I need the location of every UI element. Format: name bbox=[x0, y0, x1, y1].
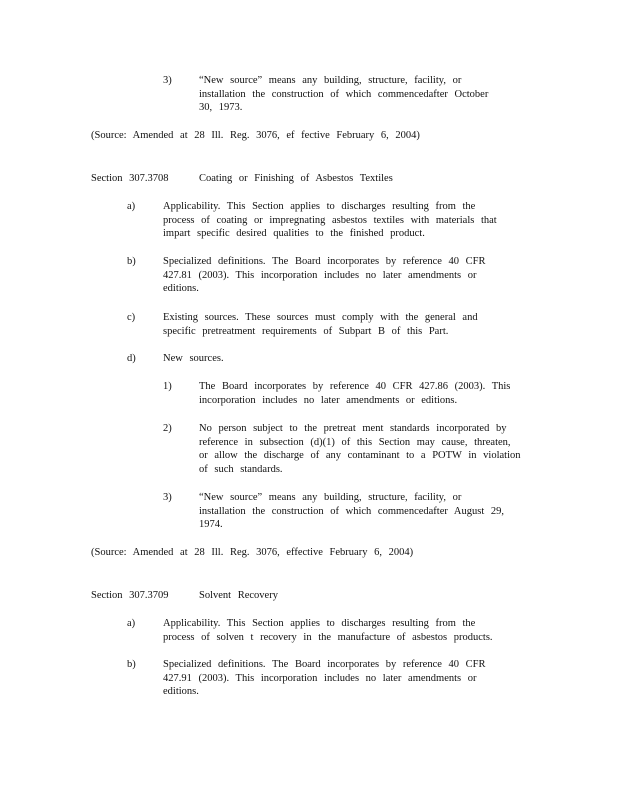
item-label: b) bbox=[127, 659, 136, 670]
item-label: a) bbox=[127, 618, 136, 629]
source-note: (Source: Amended at 28 Ill. Reg. 3076, effective February 6, 2004) bbox=[91, 547, 414, 558]
item-label: b) bbox=[127, 256, 136, 267]
subitem-text: “New source” means any building, structure, facility, or installation the construction of which commencedafter August 29, 1974. bbox=[199, 492, 505, 530]
subitem-text: “New source” means any building, structure, facility, or installation the construction of which commencedafter October 30, 1973. bbox=[199, 75, 489, 113]
item-text: Specialized definitions. The Board incorporates by reference 40 CFR 427.81 (2003). This incorporation includes no later amendments or editions. bbox=[163, 256, 486, 294]
subitem-text: No person subject to the pretreat ment standards incorporated by reference in subsection (d)(1) of this Section may cause, threaten, or allow the discharge of any contaminant to a POTW in violation of such standards. bbox=[199, 423, 521, 475]
subitem-text: The Board incorporates by reference 40 CFR 427.86 (2003). This incorporation includes no later amendments or editions. bbox=[199, 381, 511, 406]
item-text: Applicability. This Section applies to discharges resulting from the process of solven t recovery in the manufacture of asbestos products. bbox=[163, 618, 493, 643]
item-text: New sources. bbox=[163, 353, 224, 364]
subitem-label: 2) bbox=[163, 423, 172, 434]
item-text: Existing sources. These sources must comply with the general and specific pretreatment requirements of Subpart B of this Part. bbox=[163, 312, 478, 337]
section-title: Solvent Recovery bbox=[199, 590, 278, 601]
section-number: Section 307.3709 bbox=[91, 590, 169, 601]
source-note: (Source: Amended at 28 Ill. Reg. 3076, ef fective February 6, 2004) bbox=[91, 130, 420, 141]
item-label: c) bbox=[127, 312, 136, 323]
item-label: a) bbox=[127, 201, 136, 212]
item-label: d) bbox=[127, 353, 136, 364]
section-title: Coating or Finishing of Asbestos Textiles bbox=[199, 173, 393, 184]
section-number: Section 307.3708 bbox=[91, 173, 169, 184]
subitem-label: 3) bbox=[163, 75, 172, 86]
subitem-label: 1) bbox=[163, 381, 172, 392]
item-text: Specialized definitions. The Board incorporates by reference 40 CFR 427.91 (2003). This incorporation includes no later amendments or editions. bbox=[163, 659, 486, 697]
subitem-label: 3) bbox=[163, 492, 172, 503]
item-text: Applicability. This Section applies to discharges resulting from the process of coating or impregnating asbestos textiles with materials that impart specific desired qualities to the finished product. bbox=[163, 201, 497, 239]
